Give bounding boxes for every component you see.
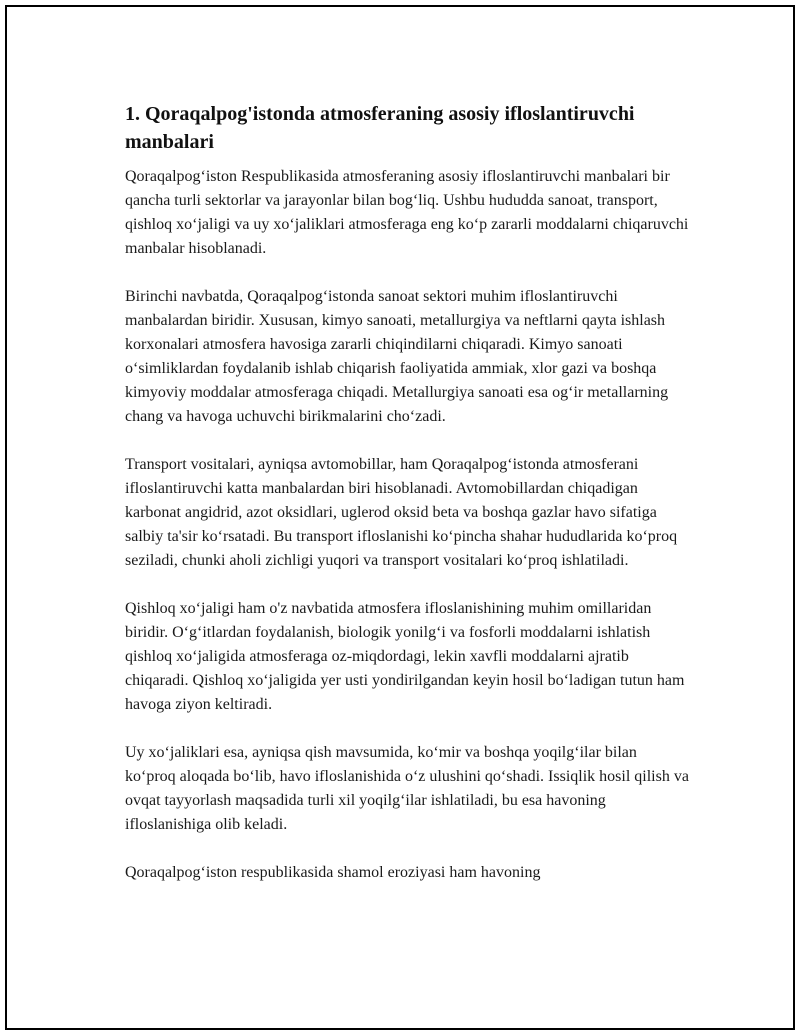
paragraph-intro: Qoraqalpog‘iston Respublikasida atmosferaning asosiy ifloslantiruvchi manbalari bir qancha turli sektorlar va jarayonlar bilan bog‘liq. Ushbu hududda sanoat, transport, qishloq xo‘jaligi va uy xo‘jaliklari atmosferaga eng ko‘p zararli moddalarni chiqaruvchi manbalar hisoblanadi. xyxy=(125,168,689,257)
paragraph-agriculture: Qishloq xo‘jaligi ham o'z navbatida atmosfera ifloslanishining muhim omillaridan biridir. O‘g‘itlardan foydalanish, biologik yonilg‘i va fosforli moddalarni ishlatish qishloq xo‘jaligida atmosferaga oz-miqdordagi, lekin xavfli moddalarni ajratib chiqaradi. Qishloq xo‘jaligida yer usti yondirilgandan keyin hosil bo‘ladigan tutun ham havoga ziyon keltiradi. xyxy=(125,600,685,713)
page-frame xyxy=(5,5,795,1030)
section-heading: 1. Qoraqalpog'istonda atmosferaning asosiy ifloslantiruvchi manbalari xyxy=(125,103,635,153)
paragraph-wind-erosion: Qoraqalpog‘iston respublikasida shamol eroziyasi ham havoning xyxy=(125,864,541,881)
paragraph-households: Uy xo‘jaliklari esa, ayniqsa qish mavsumida, ko‘mir va boshqa yoqilg‘ilar bilan ko‘proq aloqada bo‘lib, havo ifloslanishida o‘z ulushini qo‘shadi. Issiqlik hosil qilish va ovqat tayyorlash maqsadida turli xil yoqilg‘ilar ishlatiladi, bu esa havoning ifloslanishiga olib keladi. xyxy=(125,744,689,833)
paragraph-transport: Transport vositalari, ayniqsa avtomobillar, ham Qoraqalpog‘istonda atmosferani ifloslantiruvchi katta manbalardan biri hisoblanadi. Avtomobillardan chiqadigan karbonat angidrid, azot oksidlari, uglerod oksid beta va boshqa gazlar havo sifatiga salbiy ta'sir ko‘rsatadi. Bu transport ifloslanishi ko‘pincha shahar hududlarida ko‘proq seziladi, chunki aholi zichligi yuqori va transport vositalari ko‘proq ishlatiladi. xyxy=(125,456,678,569)
document-body xyxy=(125,100,691,885)
paragraph-industry: Birinchi navbatda, Qoraqalpog‘istonda sanoat sektori muhim ifloslantiruvchi manbalardan biridir. Xususan, kimyo sanoati, metallurgiya va neftlarni qayta ishlash korxonalari atmosfera havosiga zararli chiqindilarni chiqaradi. Kimyo sanoati o‘simliklardan foydalanib ishlab chiqarish faoliyatida ammiak, xlor gazi va boshqa kimyoviy moddalar atmosferaga chiqadi. Metallurgiya sanoati esa og‘ir metallarning chang va havoga uchuvchi birikmalarini cho‘zadi. xyxy=(125,288,669,425)
